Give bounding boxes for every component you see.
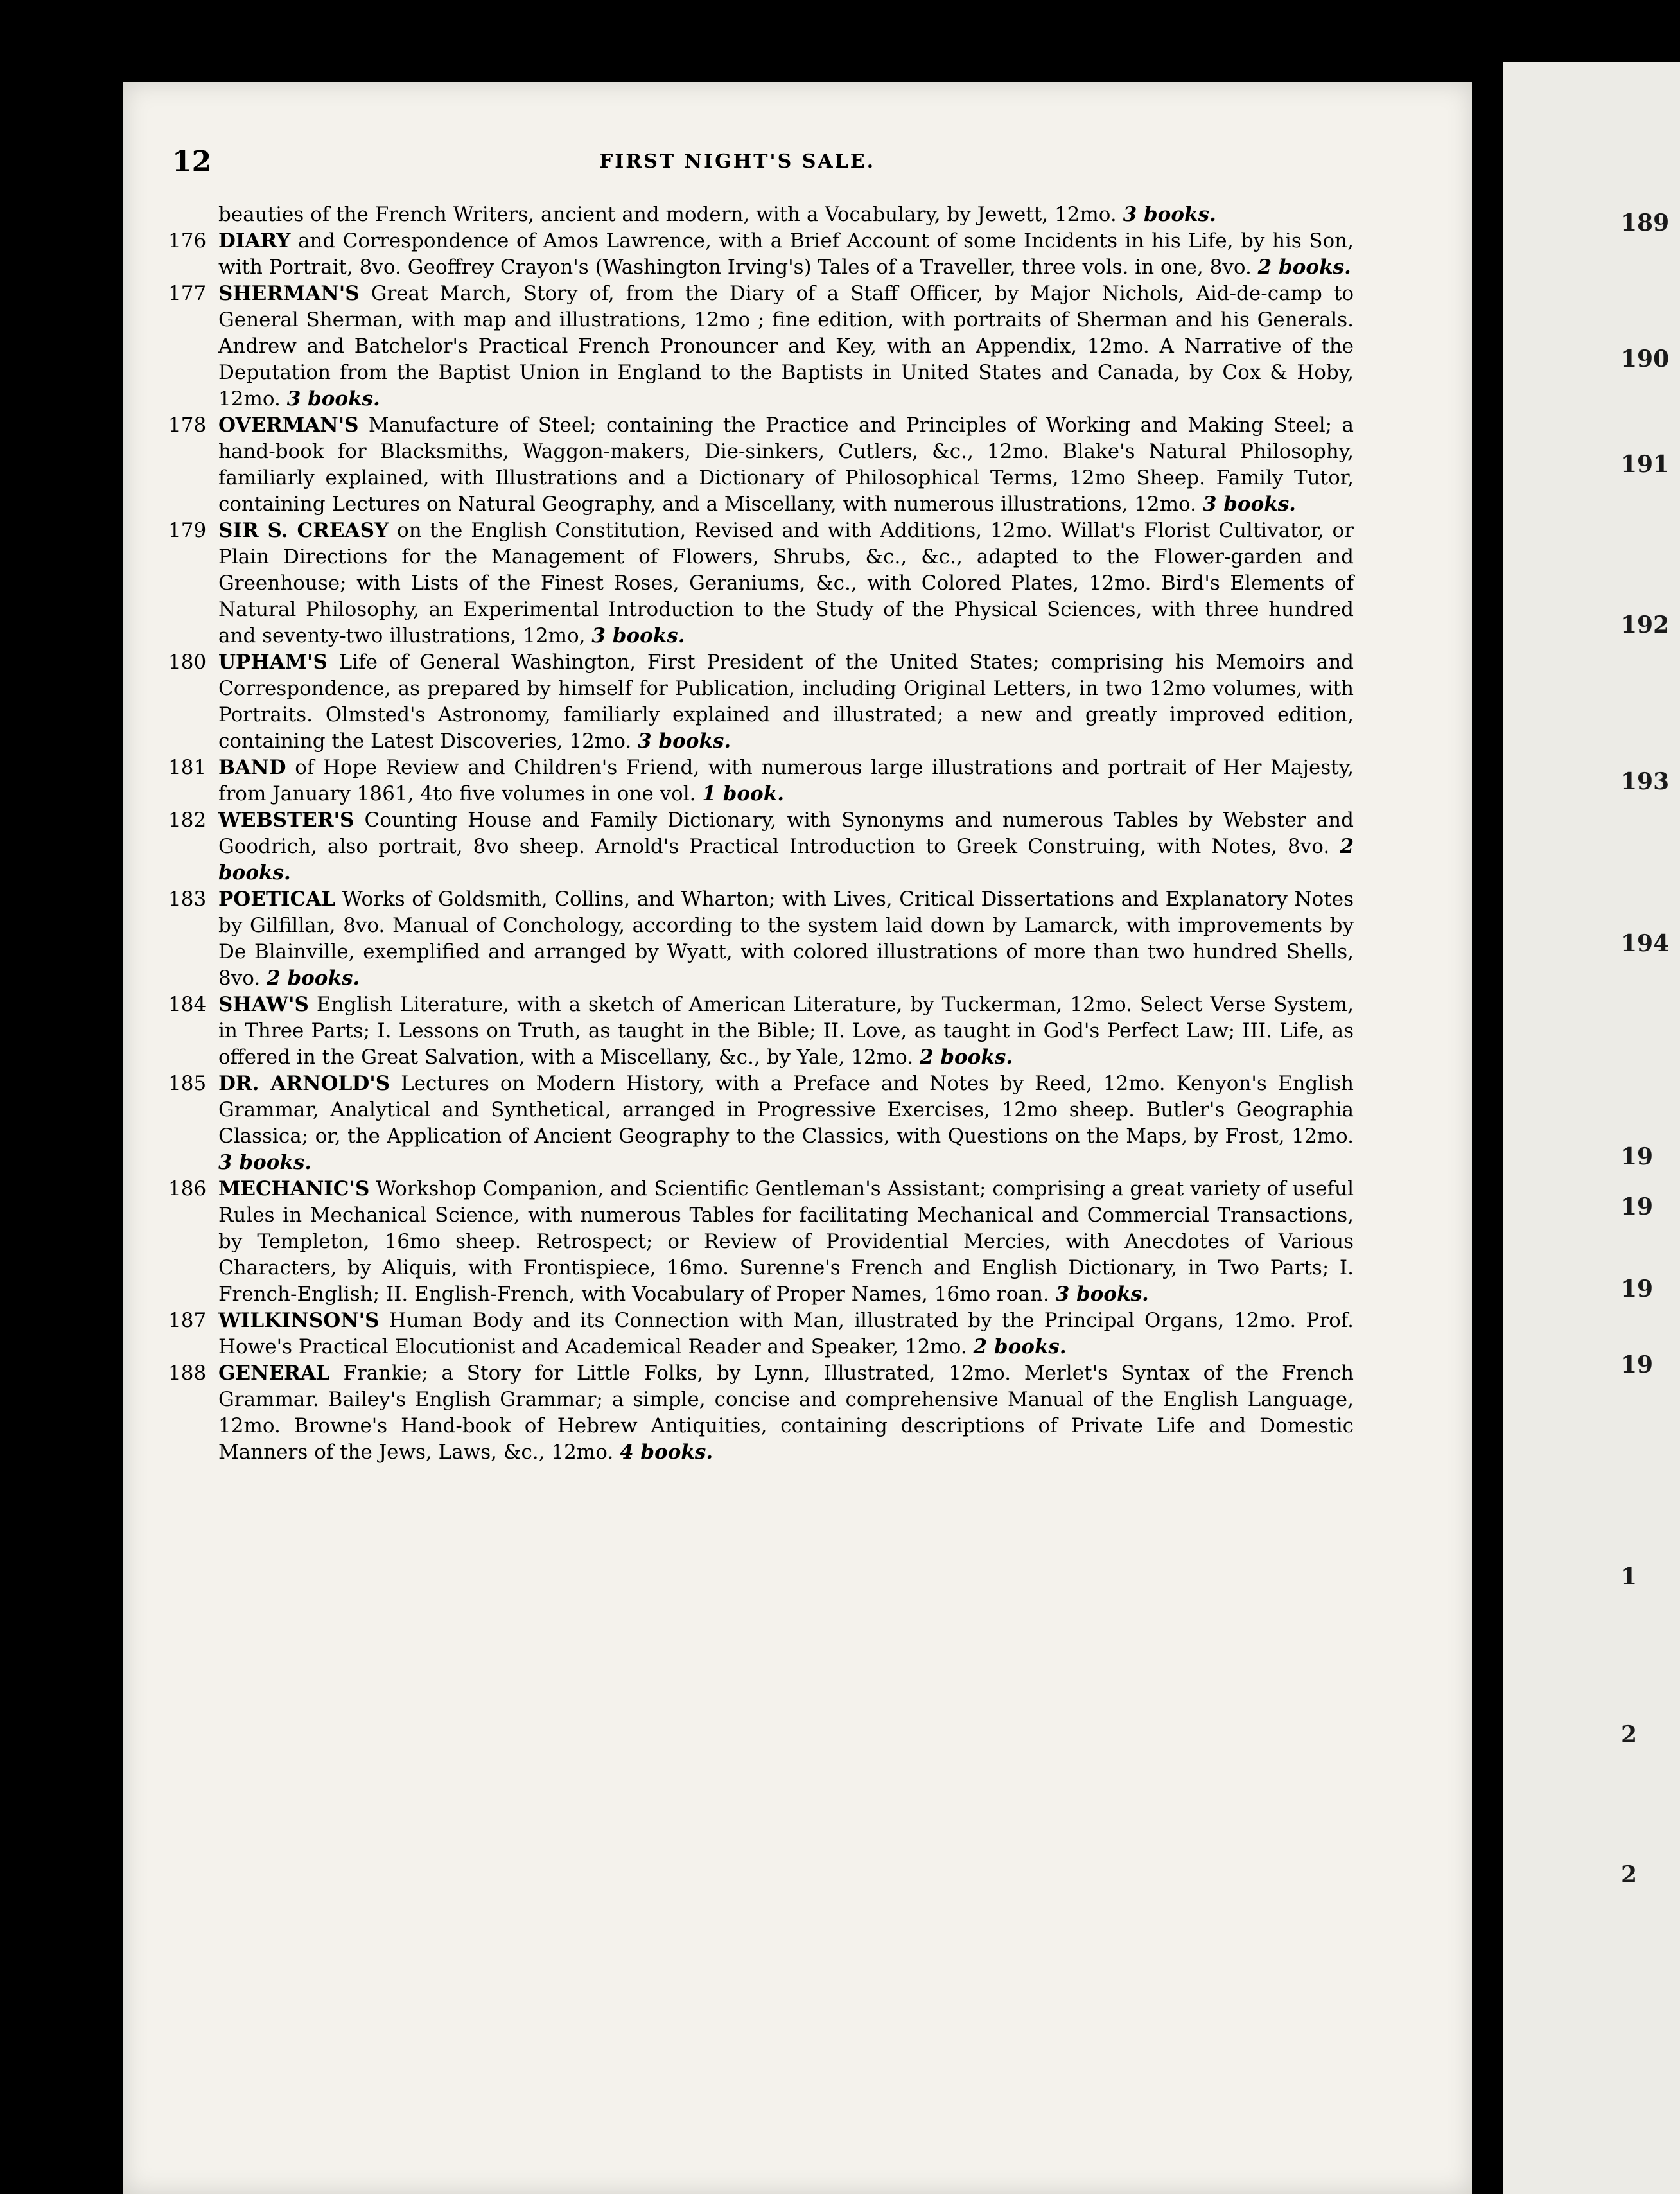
lot-heading: SHAW'S	[218, 993, 309, 1016]
facing-page-lot-number: 19	[1621, 1143, 1654, 1170]
lot-heading: GENERAL	[218, 1362, 330, 1385]
lot-number: 186	[168, 1177, 207, 1200]
lot-entry	[168, 518, 1354, 649]
entry-text: Works of Goldsmith, Collins, and Wharton; with Lives, Critical Dissertations and Explanatory Notes by Gilfillan, 8vo. Manual of Conchology, according to the system laid down by Lamarck, with improvements by De Blainville, exemplified and arranged by Wyatt, with colored illustrations of more than two hundred Shells, 8vo.	[218, 888, 1354, 990]
facing-page-lot-number: 19	[1621, 1351, 1654, 1378]
book-count: 3 books.	[638, 730, 731, 753]
lot-list	[168, 202, 1354, 1466]
facing-page-lot-number: 190	[1621, 346, 1670, 373]
lot-heading: SHERMAN'S	[218, 282, 360, 305]
entry-text: Frankie; a Story for Little Folks, by Lynn, Illustrated, 12mo. Merlet's Syntax of the French Grammar. Bailey's English Grammar; a simple, concise and comprehensive Manual of the English Language, 12mo. Browne's Hand-book of Hebrew Antiquities, containing descriptions of Private Life and Domestic Manners of the Jews, Laws, &c., 12mo.	[218, 1362, 1354, 1464]
lot-entry	[168, 1071, 1354, 1176]
book-count: 3 books.	[1202, 493, 1296, 516]
facing-page-lot-number: 192	[1621, 611, 1670, 638]
lot-heading: SIR S. CREASY	[218, 519, 389, 542]
lot-heading: BAND	[218, 756, 286, 779]
lot-number: 178	[168, 414, 207, 437]
page-number: 12	[172, 145, 212, 178]
facing-page-lot-number: 19	[1621, 1193, 1654, 1220]
lot-entry	[168, 228, 1354, 281]
lot-number: 183	[168, 888, 207, 911]
facing-page-lot-number: 191	[1621, 451, 1670, 478]
book-count: 2 books.	[267, 967, 360, 990]
lot-number: 185	[168, 1072, 207, 1095]
lot-entry	[168, 281, 1354, 412]
running-head: FIRST NIGHT'S SALE.	[599, 150, 876, 173]
lot-number: 187	[168, 1309, 207, 1332]
book-count: 1 book.	[702, 782, 785, 805]
book-count: 3 books.	[1123, 203, 1216, 226]
lot-entry	[168, 412, 1354, 518]
lot-number: 177	[168, 282, 207, 305]
lot-number: 184	[168, 993, 207, 1016]
lot-entry	[168, 755, 1354, 807]
lot-entry	[168, 1176, 1354, 1308]
lot-heading: DIARY	[218, 229, 291, 252]
entry-text: Manufacture of Steel; containing the Practice and Principles of Working and Making Steel; a hand-book for Blacksmiths, Waggon-makers, Die-sinkers, Cutlers, &c., 12mo. Blake's Natural Philosophy, familiarly explained, with Illustrations and a Dictionary of Philosophical Terms, 12mo Sheep. Family Tutor, containing Lectures on Natural Geography, and a Miscellany, with numerous illustrations, 12mo.	[218, 414, 1354, 516]
entry-text: Workshop Companion, and Scientific Gentleman's Assistant; comprising a great variety of useful Rules in Mechanical Science, with numerous Tables for facilitating Mechanical and Commercial Transactions, by Templeton, 16mo sheep. Retrospect; or Review of Providential Mercies, with Anecdotes of Various Characters, by Aliquis, with Frontispiece, 16mo. Surenne's French and English Dictionary, in Two Parts; I. French-English; II. English-French, with Vocabulary of Proper Names, 16mo roan.	[218, 1177, 1354, 1306]
lot-heading: POETICAL	[218, 888, 336, 911]
lot-heading: OVERMAN'S	[218, 414, 359, 437]
lot-entry	[168, 992, 1354, 1071]
book-count: 3 books.	[286, 387, 380, 410]
entry-text: Counting House and Family Dictionary, with Synonyms and numerous Tables by Webster and Goodrich, also portrait, 8vo sheep. Arnold's Practical Introduction to Greek Construing, with Notes, 8vo.	[218, 809, 1354, 858]
lot-entry	[168, 1308, 1354, 1360]
book-count: 4 books.	[620, 1441, 713, 1464]
lot-number: 180	[168, 651, 207, 674]
entry-text: on the English Constitution, Revised and with Additions, 12mo. Willat's Florist Cultivator, or Plain Directions for the Management of Flowers, Shrubs, &c., &c., adapted to the Flower-garden and Greenhouse; with Lists of the Finest Roses, Geraniums, &c., with Colored Plates, 12mo. Bird's Elements of Natural Philosophy, an Experimental Introduction to the Study of the Physical Sciences, with three hundred and seventy-two illustrations, 12mo,	[218, 519, 1354, 647]
lot-number: 181	[168, 756, 207, 779]
lot-entry	[168, 886, 1354, 992]
entry-text: and Correspondence of Amos Lawrence, with a Brief Account of some Incidents in his Life, by his Son, with Portrait, 8vo. Geoffrey Crayon's (Washington Irving's) Tales of a Traveller, three vols. in one, 8vo.	[218, 229, 1354, 279]
book-count: 2 books.	[218, 835, 1354, 884]
book-count: 3 books.	[1055, 1283, 1149, 1306]
book-gutter	[1472, 62, 1503, 2194]
lot-number: 179	[168, 519, 207, 542]
facing-page-lot-number: 194	[1621, 930, 1670, 957]
lot-heading: MECHANIC'S	[218, 1177, 370, 1200]
lot-entry	[168, 649, 1354, 755]
entry-text: Life of General Washington, First President of the United States; comprising his Memoirs and Correspondence, as prepared by himself for Publication, including Original Letters, in two 12mo volumes, with Portraits. Olmsted's Astronomy, familiarly explained and illustrated; a new and greatly improved edition, containing the Latest Discoveries, 12mo.	[218, 651, 1354, 753]
entry-text: English Literature, with a sketch of American Literature, by Tuckerman, 12mo. Select Verse System, in Three Parts; I. Lessons on Truth, as taught in the Bible; II. Love, as taught in God's Perfect Law; III. Life, as offered in the Great Salvation, with a Miscellany, &c., by Yale, 12mo.	[218, 993, 1354, 1069]
facing-page-lot-number: 2	[1621, 1861, 1638, 1888]
book-count: 3 books.	[218, 1151, 312, 1174]
facing-page-lot-number: 189	[1621, 209, 1670, 236]
book-count: 2 books.	[919, 1046, 1013, 1069]
book-count: 3 books.	[591, 624, 685, 647]
entry-text: Lectures on Modern History, with a Preface and Notes by Reed, 12mo. Kenyon's English Grammar, Analytical and Synthetical, arranged in Progressive Exercises, 12mo sheep. Butler's Geographia Classica; or, the Application of Ancient Geography to the Classics, with Questions on the Maps, by Frost, 12mo.	[218, 1072, 1354, 1148]
entry-text: Human Body and its Connection with Man, illustrated by the Principal Organs, 12mo. Prof. Howe's Practical Elocutionist and Academical Reader and Speaker, 12mo.	[218, 1309, 1354, 1358]
facing-page-lot-number: 1	[1621, 1563, 1638, 1590]
lot-number: 188	[168, 1362, 207, 1385]
entry-text: beauties of the French Writers, ancient and modern, with a Vocabulary, by Jewett, 12mo.	[218, 203, 1117, 226]
page-header	[172, 145, 1431, 184]
lot-heading: WILKINSON'S	[218, 1309, 380, 1332]
entry-text: of Hope Review and Children's Friend, with numerous large illustrations and portrait of Her Majesty, from January 1861, 4to five volumes in one vol.	[218, 756, 1354, 805]
lot-entry	[168, 807, 1354, 886]
lot-number: 176	[168, 229, 207, 252]
lot-heading: UPHAM'S	[218, 651, 328, 674]
entry-text: Great March, Story of, from the Diary of a Staff Officer, by Major Nichols, Aid-de-camp to General Sherman, with map and illustrations, 12mo ; fine edition, with portraits of Sherman and his Generals. Andrew and Batchelor's Practical French Pronouncer and Key, with an Appendix, 12mo. A Narrative of the Deputation from the Baptist Union in England to the Baptists in United States and Canada, by Cox & Hoby, 12mo.	[218, 282, 1354, 410]
book-count: 2 books.	[1257, 256, 1351, 279]
facing-page-lot-number: 19	[1621, 1276, 1654, 1303]
lot-entry	[168, 1360, 1354, 1466]
lot-number: 182	[168, 809, 207, 832]
facing-page-lot-number: 2	[1621, 1721, 1638, 1748]
facing-page	[1503, 62, 1680, 2194]
book-count: 2 books.	[973, 1335, 1067, 1358]
lot-heading: DR. ARNOLD'S	[218, 1072, 390, 1095]
lot-heading: WEBSTER'S	[218, 809, 354, 832]
continued-entry	[172, 202, 1354, 228]
facing-page-lot-number: 193	[1621, 768, 1670, 795]
